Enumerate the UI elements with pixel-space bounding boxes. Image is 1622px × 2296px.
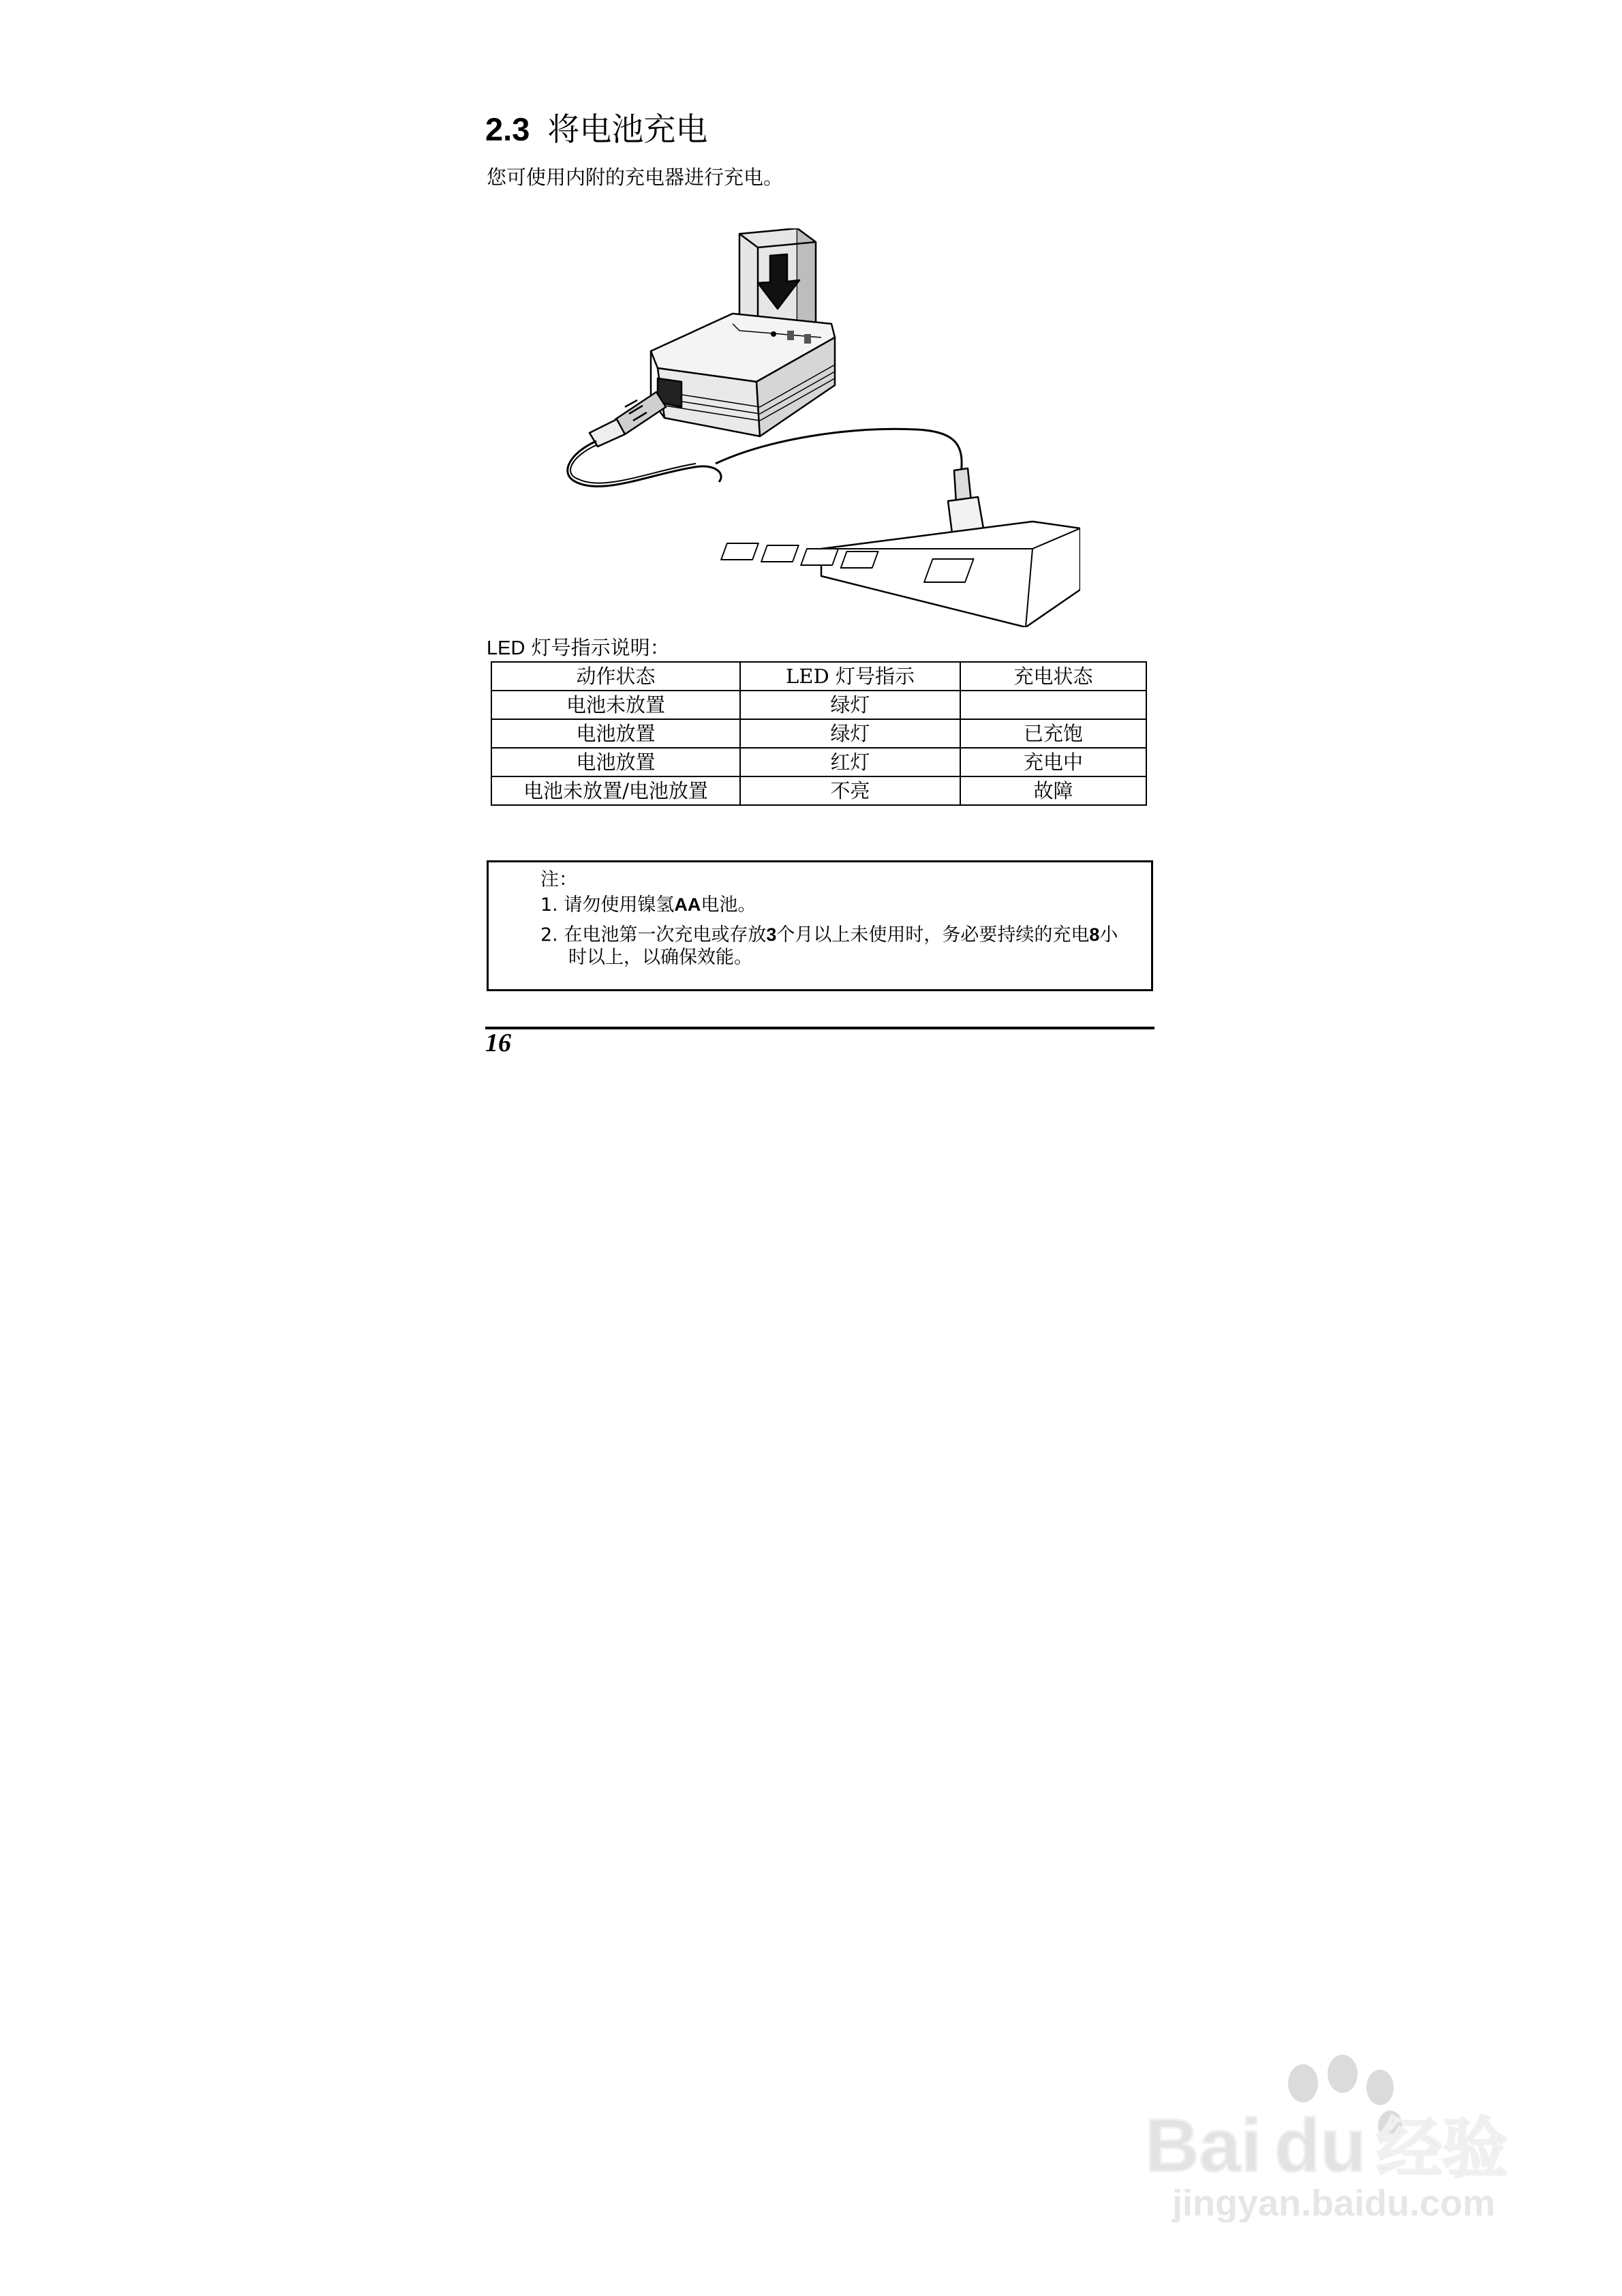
note-text: 在电池第一次充电或存放 bbox=[564, 924, 767, 946]
note-text: 个月以上未使用时，务必要持续的充电 bbox=[776, 924, 1090, 946]
note-emphasis: AA bbox=[674, 894, 701, 915]
note-item-1 bbox=[540, 892, 756, 918]
note-box bbox=[487, 860, 1153, 991]
section-title: 将电池充电 bbox=[547, 111, 708, 149]
charger-illustration bbox=[562, 228, 1080, 627]
table-cell: 故障 bbox=[960, 776, 1146, 805]
table-cell: 充电中 bbox=[960, 748, 1146, 776]
intro-text: 您可使用内附的充电器进行充电。 bbox=[487, 166, 784, 189]
table-cell: 绿灯 bbox=[740, 691, 960, 719]
note-item-2-continued: 时以上，以确保效能。 bbox=[568, 947, 752, 968]
section-number: 2.3 bbox=[485, 111, 530, 147]
table-cell: 电池未放置 bbox=[491, 691, 740, 719]
charger-icon bbox=[651, 314, 835, 436]
note-emphasis: 8 bbox=[1089, 924, 1100, 945]
watermark-cn: 经验 bbox=[1377, 2111, 1508, 2187]
note-item-2 bbox=[540, 922, 1118, 948]
watermark-brand-2: du bbox=[1274, 2104, 1366, 2188]
note-number: 1. bbox=[540, 894, 558, 916]
led-caption-prefix: LED bbox=[487, 637, 525, 659]
column-header: 充电状态 bbox=[960, 662, 1146, 691]
table-header-row bbox=[491, 662, 1146, 691]
table-cell: 红灯 bbox=[740, 748, 960, 776]
watermark-url: jingyan.baidu.com bbox=[1172, 2183, 1496, 2222]
table-cell: 已充饱 bbox=[960, 719, 1146, 748]
table-cell: 不亮 bbox=[740, 776, 960, 805]
table-row bbox=[491, 748, 1146, 776]
led-status-table bbox=[491, 661, 1147, 806]
led-caption-suffix: 灯号指示说明： bbox=[531, 636, 670, 659]
note-text: 请勿使用镍氢 bbox=[564, 894, 675, 916]
table-row bbox=[491, 776, 1146, 805]
table-cell bbox=[960, 691, 1146, 719]
table-cell: 电池放置 bbox=[491, 719, 740, 748]
baidu-watermark-logo bbox=[1145, 2045, 1554, 2222]
table-cell: 电池未放置/电池放置 bbox=[491, 776, 740, 805]
power-strip-icon bbox=[721, 522, 1080, 627]
watermark-brand: Bai bbox=[1145, 2104, 1262, 2188]
table-cell: 电池放置 bbox=[491, 748, 740, 776]
note-text: 电池。 bbox=[701, 894, 756, 916]
table-row bbox=[491, 719, 1146, 748]
column-header: LED 灯号指示 bbox=[740, 662, 960, 691]
page-number: 16 bbox=[485, 1029, 511, 1057]
table-row bbox=[491, 691, 1146, 719]
note-text: 小 bbox=[1099, 924, 1118, 946]
note-number: 2. bbox=[540, 924, 558, 946]
led-table-caption bbox=[487, 634, 670, 662]
table-cell: 绿灯 bbox=[740, 719, 960, 748]
power-cable bbox=[568, 429, 962, 486]
column-header: 动作状态 bbox=[491, 662, 740, 691]
note-title: 注： bbox=[540, 869, 577, 890]
plug-connector-icon bbox=[590, 392, 666, 447]
note-emphasis: 3 bbox=[766, 924, 777, 945]
section-heading bbox=[485, 109, 707, 151]
footer-rule bbox=[485, 1027, 1154, 1029]
